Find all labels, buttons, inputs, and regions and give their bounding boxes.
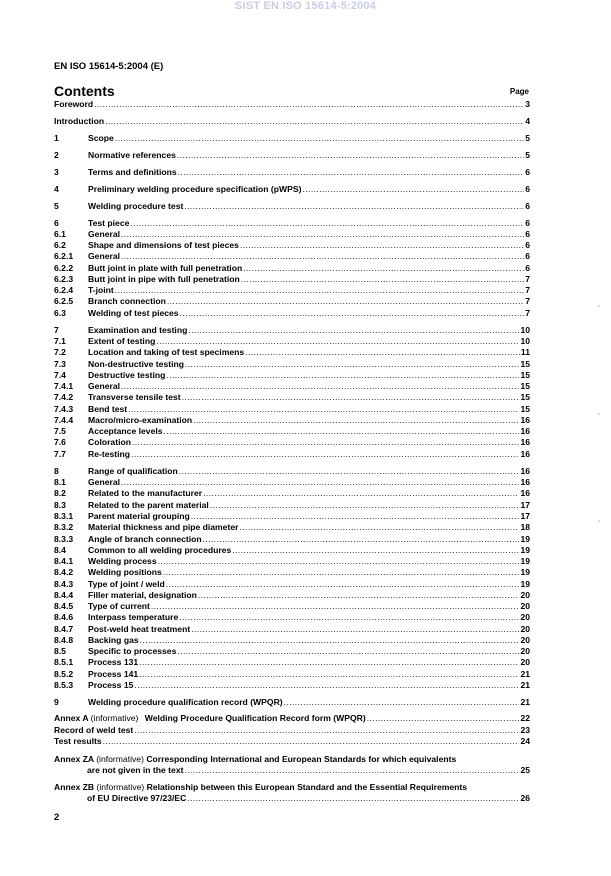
leader-dots xyxy=(140,635,520,646)
toc-section-number: 7.2 xyxy=(54,347,66,357)
toc-entry[interactable] xyxy=(54,325,530,336)
toc-entry-title: Specific to processes xyxy=(88,646,177,656)
toc-page-number: 5 xyxy=(525,150,530,160)
scan-speck xyxy=(598,520,600,522)
toc-page-number: 11 xyxy=(520,347,530,357)
toc-section-number: 8.1 xyxy=(54,477,66,487)
toc-page-number: 7 xyxy=(525,308,530,318)
toc-entry[interactable] xyxy=(54,522,530,533)
toc-entry[interactable] xyxy=(54,347,530,358)
toc-section-number: 7.4.2 xyxy=(54,392,74,402)
toc-page-number: 23 xyxy=(520,725,530,735)
toc-entry[interactable] xyxy=(54,167,530,178)
toc-entry-title: Branch connection xyxy=(88,296,166,306)
toc-page-number: 22 xyxy=(520,713,530,723)
leader-dots xyxy=(180,308,525,319)
toc-record-of-weld-test[interactable] xyxy=(54,725,530,736)
toc-entry-title: Normative references xyxy=(88,150,176,160)
leader-dots xyxy=(243,263,524,274)
leader-dots xyxy=(121,381,519,392)
toc-entry[interactable] xyxy=(54,426,530,437)
toc-section-number: 8.3.3 xyxy=(54,534,74,544)
toc-page-number: 21 xyxy=(520,697,530,707)
toc-entry-title: Welding procedure test xyxy=(88,201,184,211)
toc-page-number: 20 xyxy=(520,635,530,645)
leader-dots xyxy=(94,99,524,110)
toc-section-number: 8.4.8 xyxy=(54,635,74,645)
toc-entry[interactable] xyxy=(54,116,530,127)
leader-dots xyxy=(232,545,519,556)
toc-entry[interactable] xyxy=(54,477,530,488)
toc-page-number: 16 xyxy=(520,449,530,459)
toc-entry[interactable] xyxy=(54,556,530,567)
page-number-footer: 2 xyxy=(54,812,60,823)
leader-dots xyxy=(164,426,520,437)
toc-page-number: 3 xyxy=(525,99,530,109)
toc-section-number: 8.4.2 xyxy=(54,567,74,577)
toc-page-number: 25 xyxy=(520,765,530,775)
toc-section-number: 8.4.1 xyxy=(54,556,74,566)
leader-dots xyxy=(191,511,520,522)
toc-entry-title: Acceptance levels xyxy=(88,426,163,436)
leader-dots xyxy=(139,657,519,668)
toc-entry-title: Welding positions xyxy=(88,567,162,577)
leader-dots xyxy=(177,646,519,657)
toc-section-number: 7.5 xyxy=(54,426,66,436)
leader-dots xyxy=(103,736,520,747)
toc-entry-title: Terms and definitions xyxy=(88,167,177,177)
toc-entry[interactable] xyxy=(54,240,530,251)
toc-annex-zb-line2[interactable] xyxy=(87,793,530,804)
toc-entry[interactable] xyxy=(54,567,530,578)
toc-entry[interactable] xyxy=(54,201,530,212)
toc-page-number: 15 xyxy=(520,392,530,402)
toc-entry[interactable] xyxy=(54,657,530,668)
toc-page-number: 6 xyxy=(525,240,530,250)
annex-za-type: (informative) xyxy=(96,754,144,764)
toc-section-number: 6.2.2 xyxy=(54,263,74,273)
leader-dots xyxy=(132,437,519,448)
toc-page-number: 16 xyxy=(520,477,530,487)
toc-section-number: 6.2.5 xyxy=(54,296,74,306)
toc-section-number: 6.2.3 xyxy=(54,274,74,284)
leader-dots xyxy=(284,697,520,708)
watermark: SIST EN ISO 15614-5:2004 xyxy=(234,0,377,12)
toc-section-number: 7.6 xyxy=(54,437,66,447)
toc-page-number: 6 xyxy=(525,229,530,239)
toc-entry-title: Parent material grouping xyxy=(88,511,190,521)
toc-annex-za-line1[interactable] xyxy=(54,754,456,765)
toc-entry[interactable] xyxy=(54,646,530,657)
toc-entry-title: Shape and dimensions of test pieces xyxy=(88,240,239,250)
toc-page-number: 17 xyxy=(520,500,530,510)
toc-section-number: 8.3.1 xyxy=(54,511,74,521)
leader-dots xyxy=(191,624,519,635)
leader-dots xyxy=(121,477,519,488)
toc-section-number: 6.2.1 xyxy=(54,251,74,261)
leader-dots xyxy=(134,680,519,691)
toc-entry-title: Interpass temperature xyxy=(88,612,179,622)
toc-entry-title: Process 15 xyxy=(88,680,134,690)
toc-entry[interactable] xyxy=(54,296,530,307)
toc-entry[interactable] xyxy=(54,680,530,691)
toc-entry-title: Type of current xyxy=(88,601,150,611)
leader-dots xyxy=(203,488,519,499)
toc-entry-title: Macro/micro-examination xyxy=(88,415,193,425)
annex-za-title-line2: are not given in the text xyxy=(87,765,184,775)
toc-entry[interactable] xyxy=(54,697,530,708)
toc-entry-title: Welding of test pieces xyxy=(88,308,179,318)
toc-page-number: 6 xyxy=(525,251,530,261)
toc-page-number: 6 xyxy=(525,218,530,228)
toc-page-number: 20 xyxy=(520,590,530,600)
toc-entry[interactable] xyxy=(54,669,530,680)
page-column-label: Page xyxy=(509,87,529,96)
toc-page-number: 6 xyxy=(525,263,530,273)
toc-section-number: 7.7 xyxy=(54,449,66,459)
toc-section-number: 2 xyxy=(54,150,59,160)
toc-entry[interactable] xyxy=(54,229,530,240)
annex-zb-label: Annex ZB xyxy=(54,782,95,792)
toc-section-number: 7.4.4 xyxy=(54,415,74,425)
toc-section-number: 8.4.3 xyxy=(54,579,74,589)
toc-entry[interactable] xyxy=(54,601,530,612)
leader-dots xyxy=(184,201,524,212)
toc-section-number: 8.5.3 xyxy=(54,680,74,690)
leader-dots xyxy=(134,725,519,736)
toc-page-number: 6 xyxy=(525,167,530,177)
leader-dots xyxy=(203,534,520,545)
toc-entry[interactable] xyxy=(54,500,530,511)
toc-section-number: 8.4.4 xyxy=(54,590,74,600)
toc-section-number: 8.5.2 xyxy=(54,669,74,679)
toc-entry[interactable] xyxy=(54,415,530,426)
toc-page-number: 10 xyxy=(520,336,530,346)
leader-dots xyxy=(179,466,520,477)
toc-page-number: 5 xyxy=(525,133,530,143)
toc-entry[interactable] xyxy=(54,308,530,319)
toc-entry-title: Location and taking of test specimens xyxy=(88,347,245,357)
toc-section-number: 8.4 xyxy=(54,545,66,555)
leader-dots xyxy=(367,713,520,724)
toc-entry-title: General xyxy=(88,229,121,239)
toc-page-number: 19 xyxy=(520,556,530,566)
toc-entry-title: Common to all welding procedures xyxy=(88,545,232,555)
toc-section-number: 8.2 xyxy=(54,488,66,498)
toc-entry[interactable] xyxy=(54,184,530,195)
annex-zb-title-line2: of EU Directive 97/23/EC xyxy=(87,793,187,803)
toc-entry-title: Butt joint in plate with full penetration xyxy=(88,263,243,273)
toc-entry[interactable] xyxy=(54,150,530,161)
toc-entry[interactable] xyxy=(54,133,530,144)
toc-entry[interactable] xyxy=(54,579,530,590)
toc-entry-title: Preliminary welding procedure specification (pWPS) xyxy=(88,184,302,194)
toc-section-number: 8 xyxy=(54,466,59,476)
toc-section-number: 8.4.7 xyxy=(54,624,74,634)
leader-dots xyxy=(151,601,520,612)
toc-entry[interactable] xyxy=(54,370,530,381)
document-id-header: EN ISO 15614-5:2004 (E) xyxy=(54,61,164,72)
toc-page-number: 19 xyxy=(520,567,530,577)
toc-section-number: 5 xyxy=(54,201,59,211)
leader-dots xyxy=(166,370,519,381)
toc-section-number: 7.4 xyxy=(54,370,66,380)
leader-dots xyxy=(188,325,519,336)
toc-entry-title: Extent of testing xyxy=(88,336,156,346)
toc-entry[interactable] xyxy=(54,488,530,499)
toc-page-number: 16 xyxy=(520,415,530,425)
toc-page-number: 16 xyxy=(520,426,530,436)
toc-page-number: 16 xyxy=(520,488,530,498)
toc-entry[interactable] xyxy=(54,534,530,545)
toc-page-number: 4 xyxy=(525,116,530,126)
toc-entry[interactable] xyxy=(54,624,530,635)
toc-section-number: 6.2.4 xyxy=(54,285,74,295)
annex-za-label: Annex ZA xyxy=(54,754,94,764)
toc-entry-title: Type of joint / weld xyxy=(88,579,165,589)
toc-entry-title: Non-destructive testing xyxy=(88,359,184,369)
toc-entry-title: Destructive testing xyxy=(88,370,166,380)
toc-page-number: 21 xyxy=(520,680,530,690)
scan-speck xyxy=(598,413,600,415)
leader-dots xyxy=(128,404,519,415)
toc-entry-title: Angle of branch connection xyxy=(88,534,202,544)
toc-section-number: 7.3 xyxy=(54,359,66,369)
leader-dots xyxy=(245,347,520,358)
toc-entry-title: Transverse tensile test xyxy=(88,392,181,402)
toc-entry-title: Record of weld test xyxy=(54,725,134,735)
toc-entry-title: Test piece xyxy=(88,218,130,228)
toc-entry[interactable] xyxy=(54,612,530,623)
leader-dots xyxy=(139,669,519,680)
toc-entry[interactable] xyxy=(54,381,530,392)
leader-dots xyxy=(166,579,520,590)
annex-a-type: (informative) xyxy=(90,713,139,723)
toc-annex-za-line2[interactable] xyxy=(87,765,530,776)
toc-page-number: 7 xyxy=(525,274,530,284)
toc-entry-title: Butt joint in pipe with full penetration xyxy=(88,274,240,284)
toc-entry[interactable] xyxy=(54,274,530,285)
toc-entry-title: Material thickness and pipe diameter xyxy=(88,522,239,532)
toc-entry-title: Test results xyxy=(54,736,102,746)
toc-entry[interactable] xyxy=(54,466,530,477)
contents-title: Contents xyxy=(54,83,115,99)
leader-dots xyxy=(239,522,519,533)
toc-page-number: 6 xyxy=(525,184,530,194)
toc-section-number: 8.3.2 xyxy=(54,522,74,532)
toc-page-number: 15 xyxy=(520,381,530,391)
toc-entry[interactable] xyxy=(54,218,530,229)
scan-speck xyxy=(598,305,600,307)
toc-page-number: 24 xyxy=(520,736,530,746)
toc-section-number: 8.5 xyxy=(54,646,66,656)
toc-section-number: 6 xyxy=(54,218,59,228)
toc-page-number: 16 xyxy=(520,437,530,447)
toc-entry-title: Backing gas xyxy=(88,635,139,645)
toc-page-number: 19 xyxy=(520,534,530,544)
leader-dots xyxy=(184,765,519,776)
leader-dots xyxy=(179,612,519,623)
annex-a-title: Welding Procedure Qualification Record form (WPQR) xyxy=(144,713,366,723)
toc-entry-title: Bend test xyxy=(88,404,128,414)
toc-entry-title: Foreword xyxy=(54,99,94,109)
toc-section-number: 8.5.1 xyxy=(54,657,74,667)
toc-entry-title: Related to the manufacturer xyxy=(88,488,203,498)
annex-za-title-line1: Corresponding International and European Standards for which equivalents xyxy=(146,754,457,764)
toc-page-number: 21 xyxy=(520,669,530,679)
leader-dots xyxy=(115,133,524,144)
toc-entry-title: Process 131 xyxy=(88,657,139,667)
toc-entry[interactable] xyxy=(54,511,530,522)
toc-entry[interactable] xyxy=(54,590,530,601)
leader-dots xyxy=(185,359,519,370)
leader-dots xyxy=(193,415,519,426)
toc-entry-title: Filler material, designation xyxy=(88,590,197,600)
toc-page-number: 18 xyxy=(520,522,530,532)
toc-entry[interactable] xyxy=(54,285,530,296)
toc-entry-title: Post-weld heat treatment xyxy=(88,624,191,634)
leader-dots xyxy=(198,590,520,601)
toc-page-number: 7 xyxy=(525,296,530,306)
toc-entry-title: Examination and testing xyxy=(88,325,188,335)
toc-page-number: 10 xyxy=(520,325,530,335)
leader-dots xyxy=(187,793,519,804)
toc-entry-title: Welding process xyxy=(88,556,157,566)
leader-dots xyxy=(121,229,524,240)
toc-entry[interactable] xyxy=(54,437,530,448)
toc-entry[interactable] xyxy=(54,449,530,460)
leader-dots xyxy=(121,251,524,262)
toc-page-number: 15 xyxy=(520,370,530,380)
leader-dots xyxy=(302,184,524,195)
toc-entry-title: Re-testing xyxy=(88,449,131,459)
leader-dots xyxy=(131,449,519,460)
toc-entry-title: T-joint xyxy=(88,285,114,295)
toc-annex-a[interactable] xyxy=(54,713,530,724)
toc-section-number: 7 xyxy=(54,325,59,335)
toc-entry[interactable] xyxy=(54,545,530,556)
toc-section-number: 8.3 xyxy=(54,500,66,510)
toc-page-number: 16 xyxy=(520,466,530,476)
toc-entry-title: Range of qualification xyxy=(88,466,178,476)
toc-entry-title: Process 141 xyxy=(88,669,139,679)
toc-section-number: 9 xyxy=(54,697,59,707)
leader-dots xyxy=(158,556,520,567)
toc-page-number: 20 xyxy=(520,612,530,622)
toc-page-number: 20 xyxy=(520,601,530,611)
annex-zb-title-line1: Relationship between this European Standard and the Essential Requirements xyxy=(146,782,468,792)
toc-section-number: 7.1 xyxy=(54,336,66,346)
toc-entry[interactable] xyxy=(54,251,530,262)
toc-test-results[interactable] xyxy=(54,736,530,747)
leader-dots xyxy=(167,296,524,307)
toc-entry-title: General xyxy=(88,477,121,487)
toc-entry-title: Coloration xyxy=(88,437,131,447)
toc-entry[interactable] xyxy=(54,263,530,274)
toc-entry[interactable] xyxy=(54,392,530,403)
leader-dots xyxy=(241,274,524,285)
leader-dots xyxy=(182,392,520,403)
toc-entry[interactable] xyxy=(54,635,530,646)
toc-entry-title: General xyxy=(88,251,121,261)
leader-dots xyxy=(177,150,524,161)
leader-dots xyxy=(115,285,524,296)
toc-page-number: 26 xyxy=(520,793,530,803)
annex-a-label: Annex A xyxy=(54,713,89,723)
toc-page-number: 19 xyxy=(520,579,530,589)
toc-page-number: 20 xyxy=(520,646,530,656)
toc-page-number: 20 xyxy=(520,657,530,667)
leader-dots xyxy=(178,167,525,178)
toc-section-number: 7.4.3 xyxy=(54,404,74,414)
toc-annex-zb-line1[interactable] xyxy=(54,782,467,793)
toc-entry-title: Welding procedure qualification record (WPQR) xyxy=(88,697,283,707)
leader-dots xyxy=(156,336,519,347)
toc-section-number: 8.4.6 xyxy=(54,612,74,622)
toc-section-number: 6.3 xyxy=(54,308,66,318)
toc-entry[interactable] xyxy=(54,404,530,415)
toc-entry[interactable] xyxy=(54,359,530,370)
toc-section-number: 8.4.5 xyxy=(54,601,74,611)
leader-dots xyxy=(130,218,524,229)
toc-page-number: 19 xyxy=(520,545,530,555)
leader-dots xyxy=(240,240,524,251)
toc-entry[interactable] xyxy=(54,99,530,110)
annex-zb-type: (informative) xyxy=(96,782,145,792)
toc-page-number: 6 xyxy=(525,201,530,211)
toc-section-number: 3 xyxy=(54,167,59,177)
toc-page-number: 15 xyxy=(520,404,530,414)
leader-dots xyxy=(210,500,520,511)
toc-page-number: 15 xyxy=(520,359,530,369)
toc-entry-title: Scope xyxy=(88,133,114,143)
toc-page-number: 7 xyxy=(525,285,530,295)
toc-section-number: 6.2 xyxy=(54,240,66,250)
toc-entry-title: General xyxy=(88,381,121,391)
leader-dots xyxy=(105,116,524,127)
toc-section-number: 6.1 xyxy=(54,229,66,239)
toc-page-number: 17 xyxy=(520,511,530,521)
toc-section-number: 4 xyxy=(54,184,59,194)
toc-entry-title: Related to the parent material xyxy=(88,500,209,510)
toc-page-number: 20 xyxy=(520,624,530,634)
toc-entry-title: Introduction xyxy=(54,116,105,126)
leader-dots xyxy=(163,567,520,578)
toc-section-number: 1 xyxy=(54,133,59,143)
toc-section-number: 7.4.1 xyxy=(54,381,74,391)
toc-entry[interactable] xyxy=(54,336,530,347)
